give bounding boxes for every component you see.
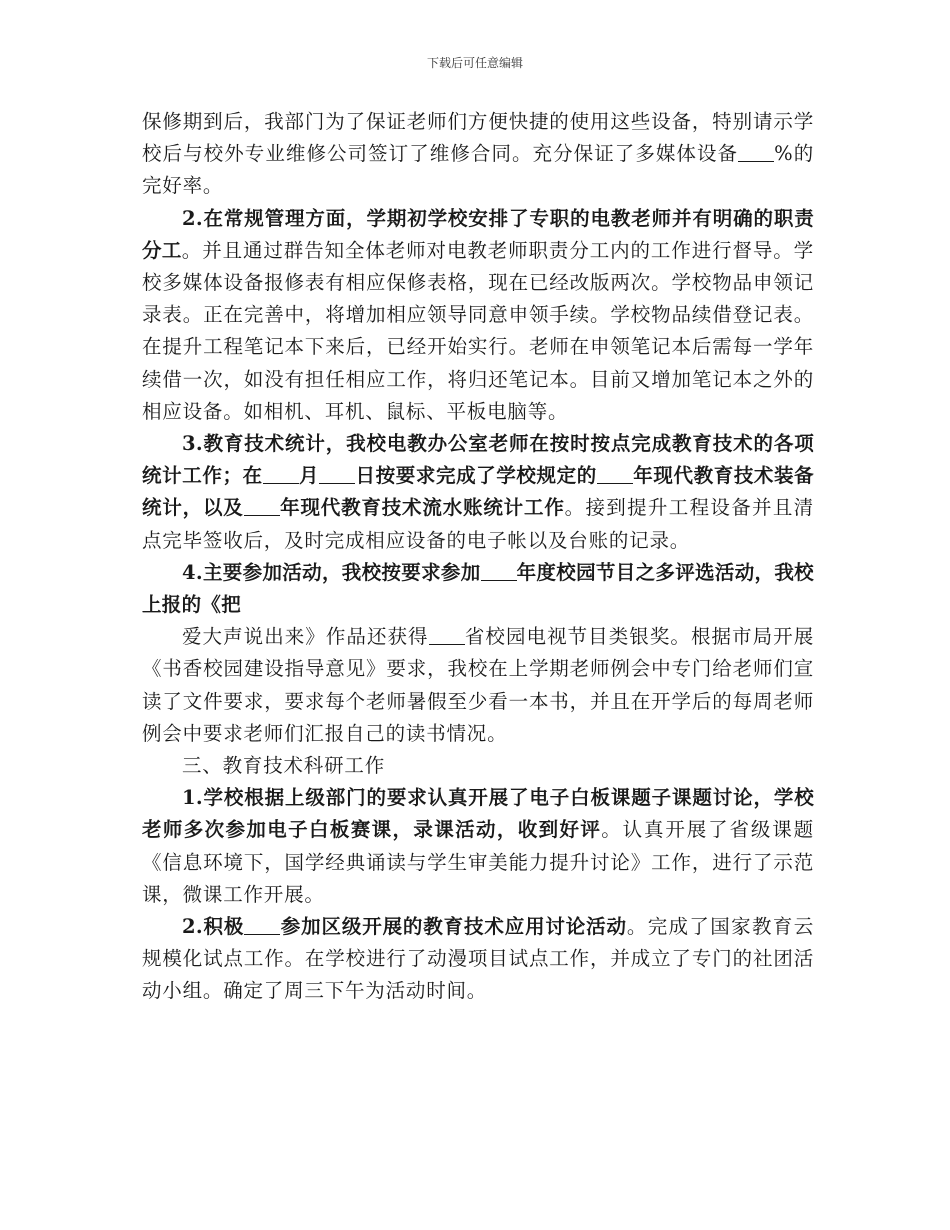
fill-blank <box>481 562 517 581</box>
paragraph-routine-management <box>142 203 814 428</box>
bold-heading: 年度校园节目之多评选活动，我校上报的《把 <box>142 560 814 617</box>
paragraph-text: 省校园电视节目类银奖。根据市局开展《书香校园建设指导意见》要求，我校在上学期老师例会中专门给老师们宣读了文件要求，要求每个老师暑假至少看一本书，并且在开学后的每周老师例会中要求老师们汇报自己的读书情况。 <box>142 625 814 745</box>
paragraph-whiteboard <box>142 782 814 911</box>
page-header: 下载后可任意编辑 <box>426 56 523 70</box>
bold-heading: 3.教育技术统计，我校电教办公室老师在按时按点完成教育技术的各项统计工作；在 <box>142 432 814 488</box>
fill-blank <box>738 143 774 162</box>
paragraph-award <box>142 621 814 750</box>
bold-heading: 月 <box>298 464 320 488</box>
fill-blank <box>597 465 633 484</box>
bold-heading: 日按要求完成了学校规定的 <box>355 464 597 488</box>
fill-blank <box>244 497 280 516</box>
bold-heading: 参加区级开展的教育技术应用讨论活动 <box>280 915 627 939</box>
fill-blank <box>244 916 280 935</box>
bold-heading: 1.学校根据上级部门的要求认真开展了电子白板课题子课题讨论，学校老师多次参加电子白板赛课，录课活动，收到好评 <box>142 786 814 842</box>
section-heading-research <box>142 750 814 782</box>
paragraph-text: %的完好率。 <box>142 142 814 198</box>
paragraph-text: 。并且通过群告知全体老师对电教老师职责分工内的工作进行督导。学校多媒体设备报修表有相应保修表格，现在已经改版两次。学校物品申领记录表。正在完善中，将增加相应领导同意申领手续。学校物品续借登记表。在提升工程笔记本下来后，已经开始实行。老师在申领笔记本后需每一学年续借一次，如没有担任相应工作，将归还笔记本。目前又增加笔记本之外的相应设备。如相机、耳机、鼠标、平板电脑等。 <box>142 238 814 423</box>
document-body <box>142 106 814 1008</box>
fill-blank <box>263 465 299 484</box>
bold-heading: 年现代教育技术流水账统计工作 <box>279 496 565 520</box>
fill-blank <box>319 465 355 484</box>
paragraph-statistics <box>142 428 814 557</box>
paragraph-text: 。接到提升工程设备并且清点完毕签收后，及时完成相应设备的电子帐以及台账的记录。 <box>142 496 814 552</box>
bold-heading: 2.积极 <box>182 915 245 939</box>
paragraph-text: 爱大声说出来》作品还获得 <box>182 625 429 649</box>
bold-heading: 年现代教育技术装备统计，以及 <box>142 464 814 520</box>
paragraph-text: 。认真开展了省级课题《信息环境下，国学经典诵读与学生审美能力提升讨论》工作，进行了示范课，微课工作开展。 <box>142 818 814 906</box>
paragraph-activities <box>142 557 814 621</box>
section-title: 三、教育技术科研工作 <box>182 754 386 778</box>
paragraph-warranty <box>142 106 814 203</box>
paragraph-text: 保修期到后，我部门为了保证老师们方便快捷的使用这些设备，特别请示学校后与校外专业维修公司签订了维修合同。充分保证了多媒体设备 <box>142 110 814 166</box>
fill-blank <box>429 626 465 645</box>
bold-heading: 2.在常规管理方面，学期初学校安排了专职的电教老师并有明确的职责分工 <box>142 206 814 262</box>
bold-heading: 4.主要参加活动，我校按要求参加 <box>182 560 481 584</box>
paragraph-text: 。完成了国家教育云规模化试点工作。在学校进行了动漫项目试点工作，并成立了专门的社团活动小组。确定了周三下午为活动时间。 <box>142 915 814 1003</box>
paragraph-district-activities <box>142 911 814 1008</box>
